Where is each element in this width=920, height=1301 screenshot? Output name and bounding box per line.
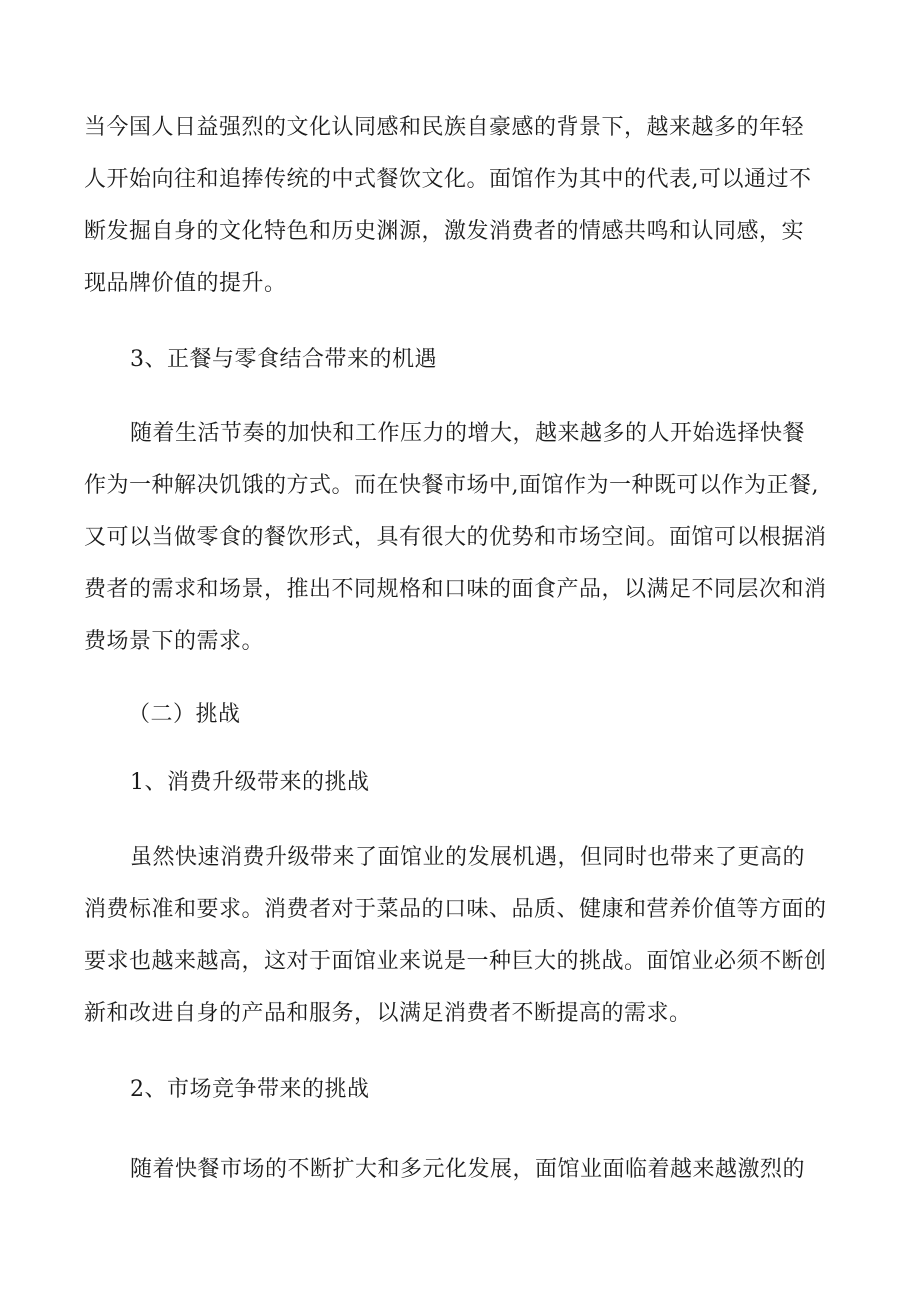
paragraph-line: 又可以当做零食的餐饮形式，具有很大的优势和市场空间。面馆可以根据消 <box>84 525 827 550</box>
section-heading: 1、消费升级带来的挑战 <box>130 770 370 795</box>
section-heading: 2、市场竞争带来的挑战 <box>130 1077 370 1102</box>
section-title: （二）挑战 <box>128 702 241 727</box>
paragraph-line: 要求也越来越高，这对于面馆业来说是一种巨大的挑战。面馆业必须不断创 <box>84 949 827 974</box>
paragraph-line: 虽然快速消费升级带来了面馆业的发展机遇，但同时也带来了更高的 <box>130 845 806 870</box>
paragraph-line: 断发掘自身的文化特色和历史渊源，激发消费者的情感共鸣和认同感，实 <box>84 219 805 244</box>
paragraph-line: 作为一种解决饥饿的方式。而在快餐市场中,面馆作为一种既可以作为正餐, <box>84 473 819 498</box>
paragraph-line: 随着快餐市场的不断扩大和多元化发展，面馆业面临着越来越激烈的 <box>130 1157 806 1182</box>
paragraph-line: 人开始向往和追捧传统的中式餐饮文化。面馆作为其中的代表,可以通过不 <box>84 167 812 192</box>
paragraph-line: 费者的需求和场景，推出不同规格和口味的面食产品，以满足不同层次和消 <box>84 577 827 602</box>
paragraph-line: 新和改进自身的产品和服务，以满足消费者不断提高的需求。 <box>84 1001 692 1026</box>
paragraph-line: 现品牌价值的提升。 <box>84 271 287 296</box>
paragraph-line: 消费标准和要求。消费者对于菜品的口味、品质、健康和营养价值等方面的 <box>84 897 827 922</box>
paragraph-line: 费场景下的需求。 <box>84 629 265 654</box>
section-heading: 3、正餐与零食结合带来的机遇 <box>130 347 437 372</box>
paragraph-line: 随着生活节奏的加快和工作压力的增大，越来越多的人开始选择快餐 <box>130 421 806 446</box>
paragraph-line: 当今国人日益强烈的文化认同感和民族自豪感的背景下，越来越多的年轻 <box>84 115 805 140</box>
